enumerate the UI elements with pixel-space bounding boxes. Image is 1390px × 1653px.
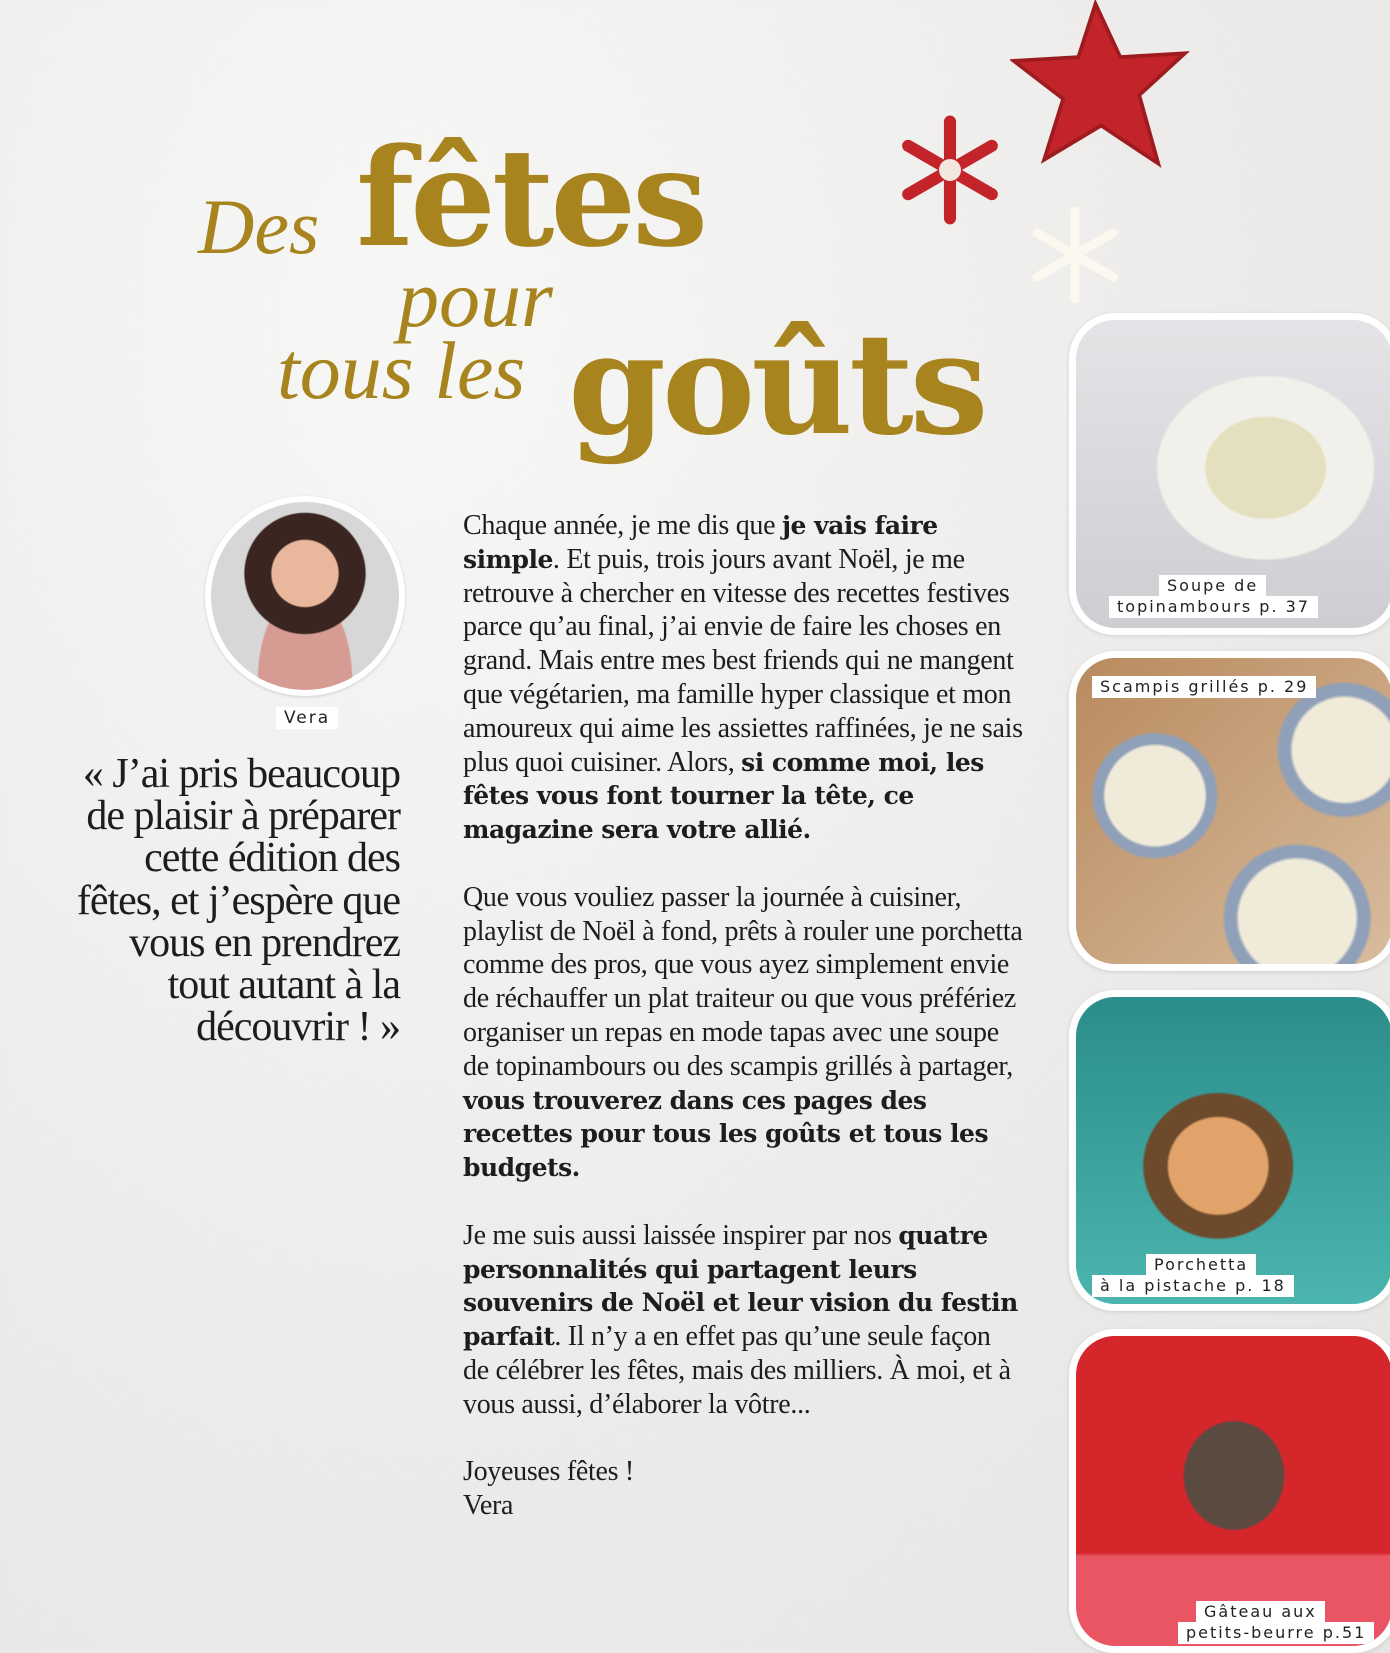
red-knitted-star-icon: [1010, 0, 1200, 175]
white-snowflake-icon: [1025, 205, 1125, 305]
bold-text: je vais faire simple: [463, 511, 938, 574]
recipe-label-line2: petits-beurre p.51: [1178, 1622, 1374, 1644]
bold-text: si comme moi, les fêtes vous font tourner la tête, ce magazine sera votre allié.: [463, 747, 984, 845]
body-paragraph: [463, 509, 1023, 847]
bold-text: quatre personnalités qui partagent leurs souvenirs de Noël et leur vision du festin parfait: [463, 1220, 1018, 1352]
recipe-card-gateau[interactable]: [1069, 1329, 1390, 1653]
author-name-label: Vera: [276, 707, 338, 729]
title-fetes: fêtes: [356, 118, 705, 277]
recipe-label-line2: à la pistache p. 18: [1092, 1275, 1294, 1297]
text: Je me suis aussi laissée inspirer par nos: [463, 1219, 899, 1251]
recipe-label-line1: Porchetta: [1146, 1254, 1256, 1276]
title-gouts: goûts: [568, 303, 985, 467]
text: Chaque année, je me dis que: [463, 510, 782, 541]
editorial-body: [463, 509, 1023, 1557]
recipe-card-soupe[interactable]: [1069, 313, 1390, 635]
text: . Et puis, trois jours avant Noël, je me retrouve à chercher en vitesse des recettes festives parce qu’au final, j’ai envie de faire les choses en grand. Mais entre mes best friends qui ne mangent que végétarien, ma famille hyper classique et mon amoureux qui aime les assiettes raffinées, je ne sais plus quoi cuisiner. Alors,: [463, 543, 1023, 778]
recipe-label-line1: Gâteau aux: [1196, 1601, 1325, 1623]
recipe-card-porchetta[interactable]: [1069, 990, 1390, 1311]
body-paragraph: [463, 1455, 1023, 1523]
title-des: Des: [198, 183, 320, 270]
bold-text: vous trouverez dans ces pages des recettes pour tous les goûts et tous les budgets.: [463, 1085, 989, 1183]
recipe-label-line1: Scampis grillés p. 29: [1092, 676, 1316, 698]
text: . Il n’y a en effet pas qu’une seule façon de célébrer les fêtes, mais des milliers. À moi, et à vous aussi, d’élaborer la vôtre...: [463, 1321, 1011, 1420]
recipe-label-line2: topinambours p. 37: [1109, 596, 1318, 618]
title-tous-les: tous les: [277, 325, 526, 416]
recipe-label-line1: Soupe de: [1159, 575, 1266, 597]
text: Que vous vouliez passer la journée à cuisiner, playlist de Noël à fond, prêts à rouler une porchetta comme des pros, que vous ayez simplement envie de réchauffer un plat traiteur ou que vous préfériez organiser un repas en mode tapas avec une soupe de topinambours ou des scampis grillés à partager,: [463, 881, 1023, 1082]
author-photo: [205, 496, 405, 696]
title-pour: pour: [398, 253, 553, 344]
recipe-card-scampis[interactable]: [1069, 651, 1390, 971]
red-snowflake-icon: [895, 115, 1005, 225]
body-paragraph: [463, 1219, 1023, 1422]
text: Joyeuses fêtes ! Vera: [463, 1456, 634, 1522]
author-quote: « J’ai pris beaucoup de plaisir à préparer cette édition des fêtes, et j’espère que vous en prendrez tout autant à la découvrir ! »: [76, 751, 400, 1051]
body-paragraph: [463, 881, 1023, 1185]
